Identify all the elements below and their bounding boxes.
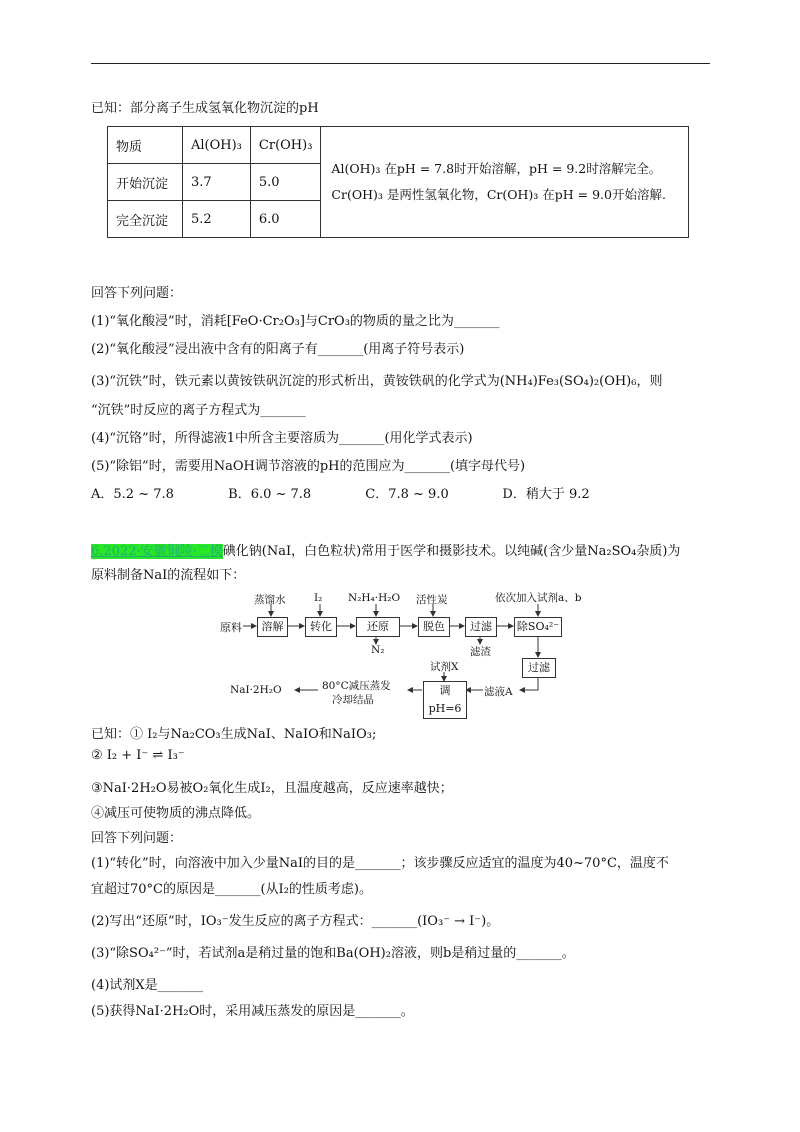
header-al: Al(OH)₃ [183, 127, 251, 164]
known-line: ② I₂ + I⁻ ⇌ I₃⁻ [91, 748, 185, 763]
row-complete-al: 5.2 [183, 201, 251, 238]
row-start-label: 开始沉淀 [108, 164, 183, 201]
label-raw-material: 原料 [220, 621, 242, 634]
box-dissolve: 溶解 [257, 617, 288, 637]
question-line: (1)“转化”时，向溶液中加入少量NaI的目的是_______；该步骤反应适宜的温度为40~70°C，温度不 [91, 856, 669, 871]
question-line: (3)“沉铁”时，铁元素以黄铵铁矾沉淀的形式析出，黄铵铁矾的化学式为(NH₄)Fe₃(SO₄)₂(OH)₆，则 [91, 374, 663, 389]
question-line: (2)写出“还原”时，IO₃⁻发生反应的离子方程式：_______(IO₃⁻ → I⁻)。 [91, 914, 500, 929]
question-line: “沉铁”时反应的离子方程式为_______ [91, 403, 306, 418]
question-line: (2)“氧化酸浸”浸出液中含有的阳离子有_______(用离子符号表示) [91, 342, 465, 357]
label-reagent-x: 试剂X [430, 661, 459, 673]
row-start-al: 3.7 [183, 164, 251, 201]
answer-intro: 回答下列问题： [91, 286, 183, 301]
label-n2: N₂ [371, 644, 385, 656]
question-line: (4)“沉铬”时，所得滤液1中所含主要溶质为_______(用化学式表示) [91, 431, 473, 446]
row-start-cr: 5.0 [250, 164, 321, 201]
label-evaporation: 80°C减压蒸发 [322, 680, 391, 692]
box-adjust-ph: 调pH=6 [423, 681, 467, 719]
option-d: D．稍大于 9.2 [502, 487, 590, 502]
problem6-text-2: 原料制备NaI的流程如下： [91, 568, 246, 583]
label-hydrazine: N₂H₄·H₂O [348, 592, 401, 604]
problem6-text: 碘化钠(NaI，白色粒状)常用于医学和摄影技术。以纯碱(含少量Na₂SO₄杂质)为 [222, 544, 681, 559]
question-line: (4)试剂X是_______ [91, 978, 204, 993]
label-distilled-water: 蒸馏水 [254, 594, 286, 606]
source-tag[interactable]: 6.2022·安徽铜陵·二模 [91, 544, 223, 559]
box-remove-sulfate: 除SO₄²⁻ [514, 617, 562, 637]
known-line: ④减压可使物质的沸点降低。 [91, 806, 261, 821]
known-line: 已知：① I₂与Na₂CO₃生成NaI、NaIO和NaIO₃; [91, 727, 377, 742]
option-b: B．6.0 ~ 7.8 [228, 487, 312, 502]
question-line: 宜超过70°C的原因是_______(从I₂的性质考虑)。 [91, 882, 372, 897]
known-line: ③NaI·2H₂O易被O₂氧化生成I₂，且温度越高，反应速率越快； [91, 781, 453, 796]
header-substance: 物质 [108, 127, 183, 164]
box-reduce: 还原 [356, 617, 400, 637]
label-crystallization: 冷却结晶 [332, 694, 374, 706]
option-a: A．5.2 ~ 7.8 [91, 487, 174, 502]
option-c: C．7.8 ~ 9.0 [365, 487, 449, 502]
box-filter-1: 过滤 [465, 617, 497, 637]
label-residue: 滤渣 [470, 646, 491, 658]
known-ph-intro: 已知：部分离子生成氢氧化物沉淀的pH [91, 101, 319, 116]
label-activated-carbon: 活性炭 [416, 594, 448, 606]
note-cr: Cr(OH)₃ 是两性氢氧化物，Cr(OH)₃ 在pH = 9.0开始溶解. [331, 187, 666, 202]
label-iodine: I₂ [314, 592, 323, 604]
header-cr: Cr(OH)₃ [250, 127, 321, 164]
row-complete-cr: 6.0 [250, 201, 321, 238]
question-line: (5)“除铝”时，需要用NaOH调节溶液的pH的范围应为_______(填字母代号) [91, 459, 526, 474]
note-al: Al(OH)₃ 在pH = 7.8时开始溶解，pH = 9.2时溶解完全。 [331, 161, 662, 176]
row-complete-label: 完全沉淀 [108, 201, 183, 238]
question-line: (1)“氧化酸浸”时，消耗[FeO·Cr₂O₃]与CrO₃的物质的量之比为_______ [91, 314, 500, 329]
box-convert: 转化 [305, 617, 337, 637]
box-decolor: 脱色 [418, 617, 450, 637]
question-line: (5)获得NaI·2H₂O时，采用减压蒸发的原因是_______。 [91, 1004, 414, 1019]
label-filtrate-a: 滤液A [484, 686, 513, 698]
answer-intro-2: 回答下列问题： [91, 831, 183, 846]
label-product: NaI·2H₂O [230, 684, 282, 696]
box-filter-2: 过滤 [522, 658, 556, 678]
label-reagents-ab: 依次加入试剂a、b [495, 592, 582, 604]
question-line: (3)“除SO₄²⁻”时，若试剂a是稍过量的饱和Ba(OH)₂溶液，则b是稍过量的_______。 [91, 946, 575, 961]
